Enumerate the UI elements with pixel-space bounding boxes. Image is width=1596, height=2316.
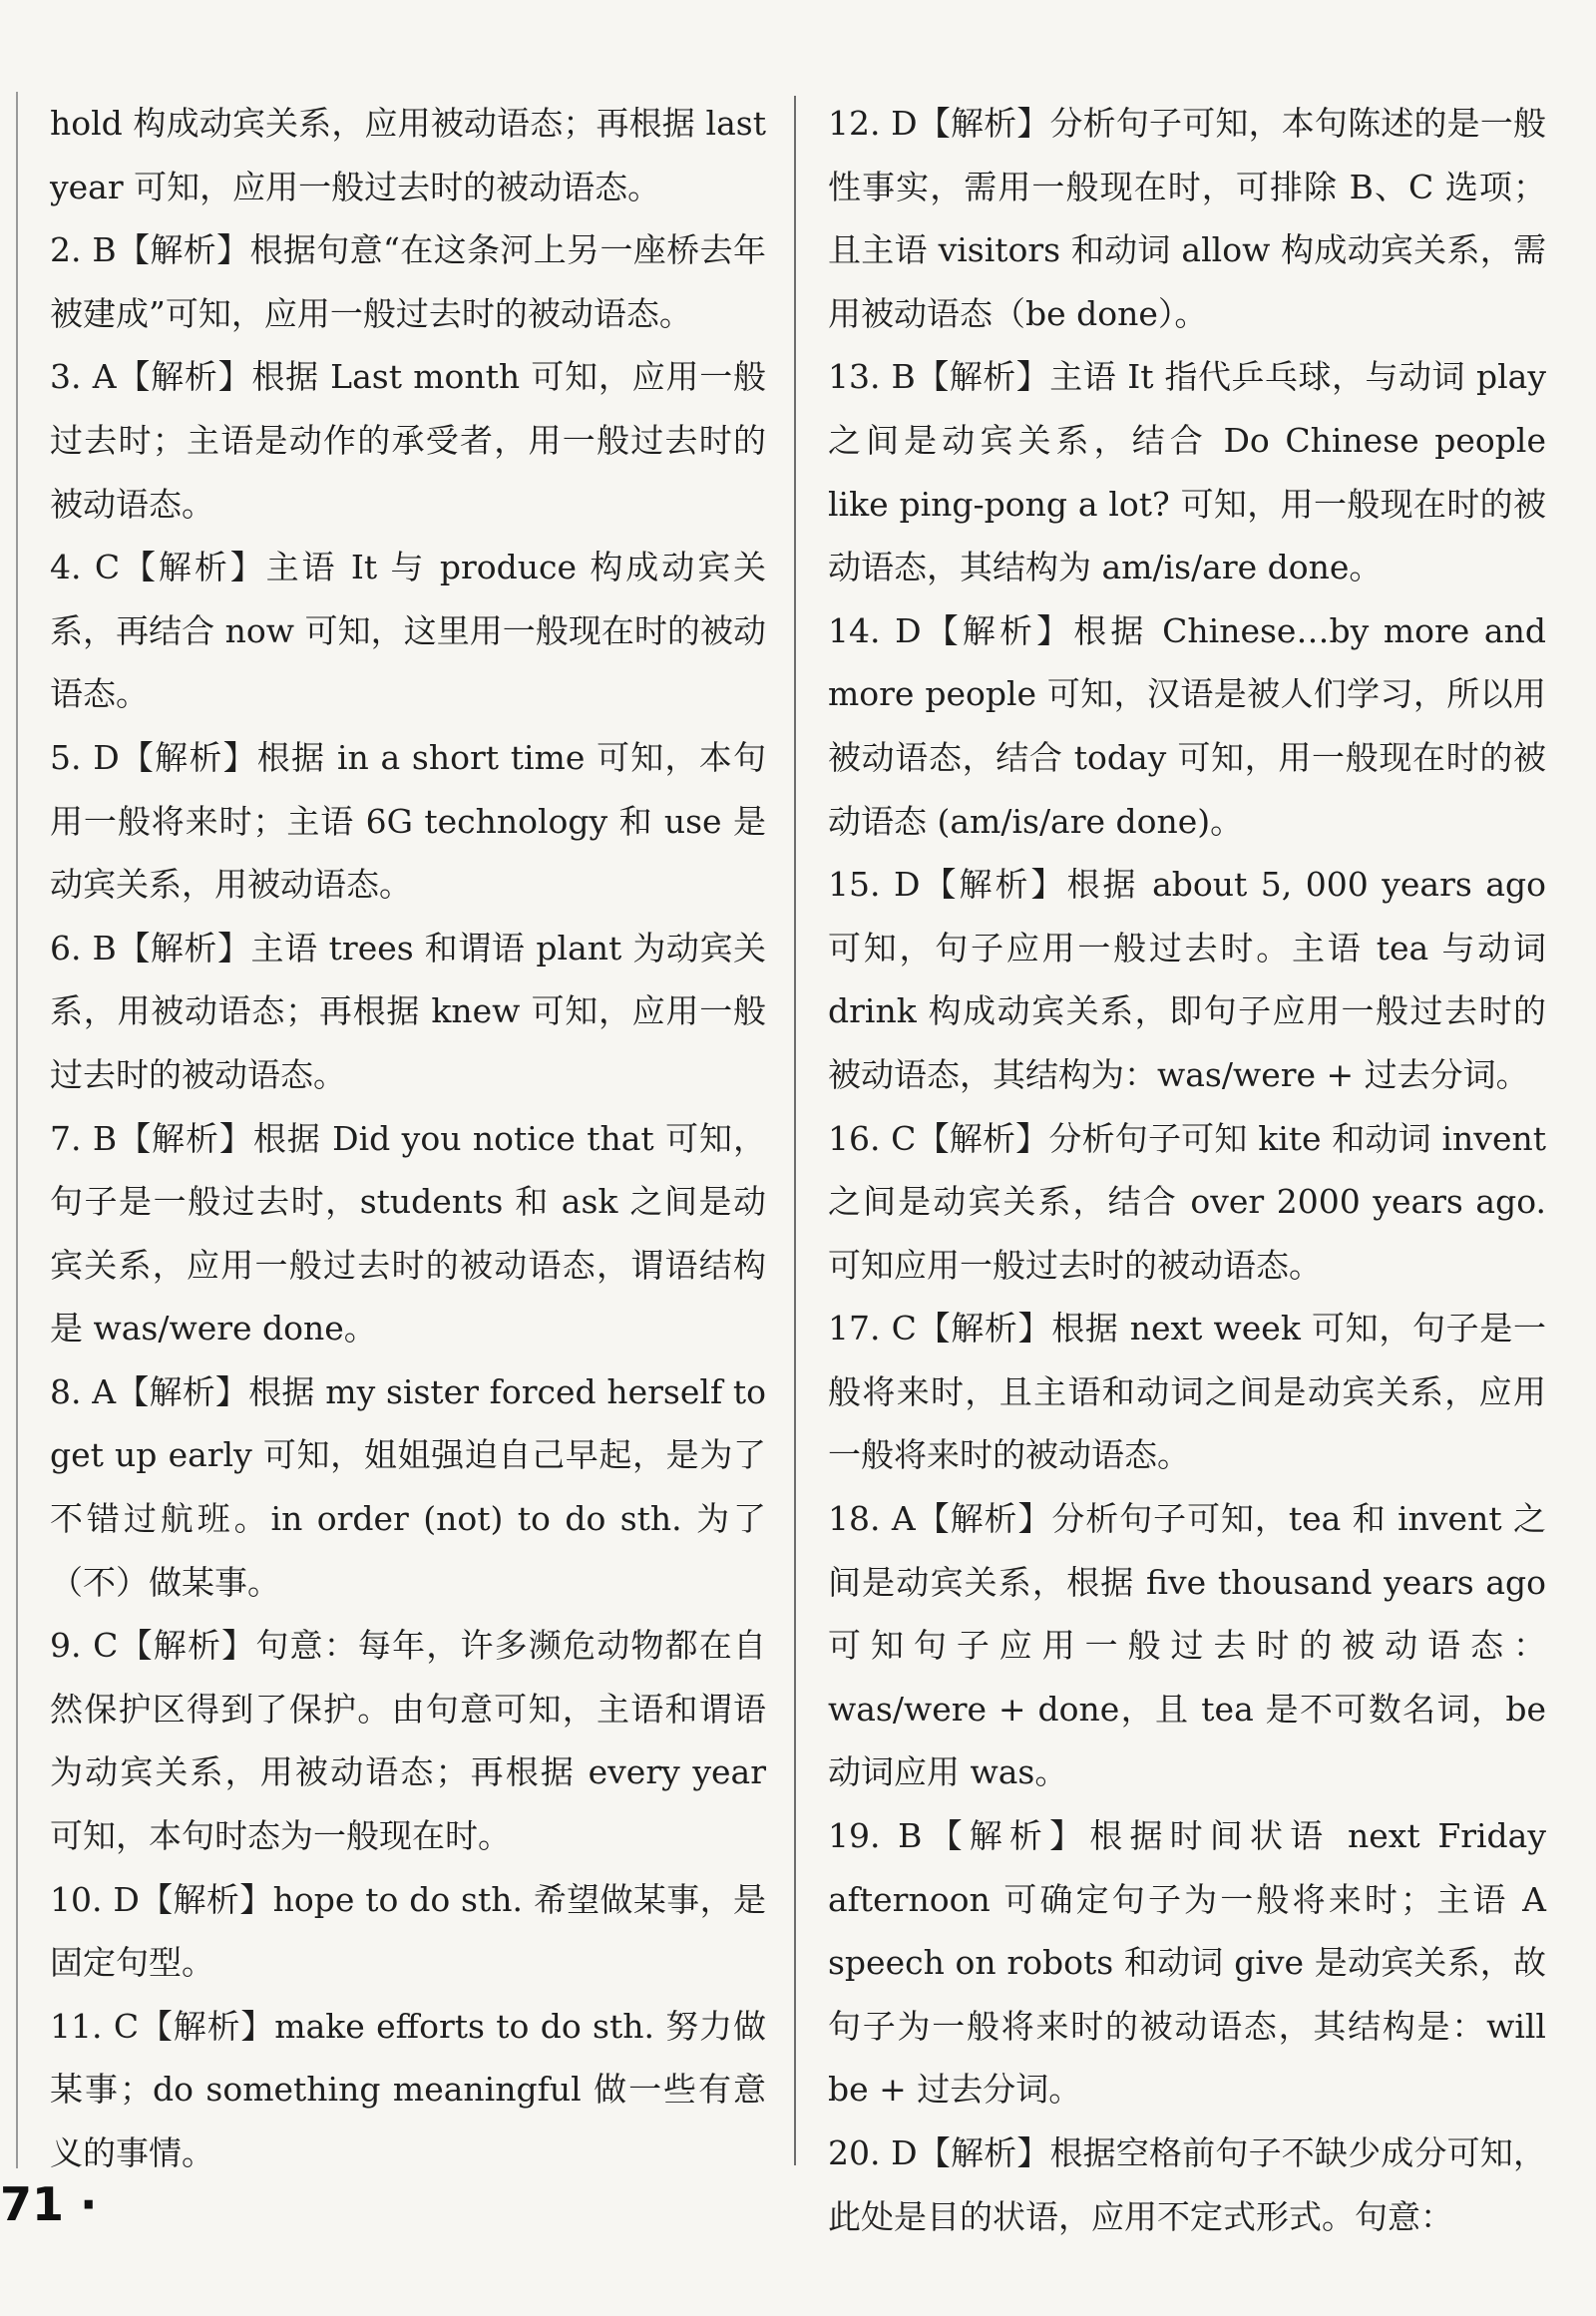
answer-paragraph: 19. B【解析】根据时间状语 next Friday afternoon 可确定句子为一般将来时；主语 A speech on robots 和动词 give 是动宾关系，故句子为一般将来时的被动语态，其结构是：will be + 过去分词。 [828, 1816, 1546, 2110]
answer-paragraph: 14. D【解析】根据 Chinese…by more and more people 可知，汉语是被人们学习，所以用被动语态，结合 today 可知，用一般现在时的被动语态 (am/is/are done)。 [828, 610, 1546, 841]
answer-paragraph: 7. B【解析】根据 Did you notice that 可知，句子是一般过去时，students 和 ask 之间是动宾关系，应用一般过去时的被动语态，谓语结构是 was/were done。 [50, 1118, 766, 1349]
answer-paragraph: 12. D【解析】分析句子可知，本句陈述的是一般性事实，需用一般现在时，可排除 B、C 选项；且主语 visitors 和动词 allow 构成动宾关系，需用被动语态（be done）。 [828, 104, 1546, 333]
right-column [828, 92, 1546, 2248]
answer-paragraph: 9. C【解析】句意：每年，许多濒危动物都在自然保护区得到了保护。由句意可知，主语和谓语为动宾关系，用被动语态；再根据 every year 可知，本句时态为一般现在时。 [50, 1626, 766, 1856]
column-divider [794, 96, 796, 2165]
answer-paragraph: 17. C【解析】根据 next week 可知，句子是一般将来时，且主语和动词之间是动宾关系，应用一般将来时的被动语态。 [828, 1309, 1546, 1475]
left-margin-rule [16, 92, 18, 2168]
answer-paragraph: 16. C【解析】分析句子可知 kite 和动词 invent 之间是动宾关系，结合 over 2000 years ago. 可知应用一般过去时的被动语态。 [828, 1118, 1546, 1285]
answer-paragraph: 4. C【解析】主语 It 与 produce 构成动宾关系，再结合 now 可知，这里用一般现在时的被动语态。 [50, 548, 766, 714]
left-column [50, 92, 766, 2185]
page-number: 71 · [0, 2177, 98, 2231]
answer-paragraph: 5. D【解析】根据 in a short time 可知，本句用一般将来时；主语 6G technology 和 use 是动宾关系，用被动语态。 [50, 737, 766, 905]
answer-paragraph: 11. C【解析】make efforts to do sth. 努力做某事；do something meaningful 做一些有意义的事情。 [50, 2006, 766, 2172]
answer-paragraph: 15. D【解析】根据 about 5, 000 years ago 可知，句子应用一般过去时。主语 tea 与动词 drink 构成动宾关系，即句子应用一般过去时的被动语态，其结构为：was/were + 过去分词。 [828, 865, 1546, 1094]
answer-paragraph: 20. D【解析】根据空格前句子不缺少成分可知，此处是目的状语，应用不定式形式。句意： [828, 2133, 1546, 2236]
answer-paragraph: hold 构成动宾关系，应用被动语态；再根据 last year 可知，应用一般过去时的被动语态。 [50, 104, 766, 206]
answer-paragraph: 2. B【解析】根据句意“在这条河上另一座桥去年被建成”可知，应用一般过去时的被动语态。 [50, 230, 766, 333]
answer-paragraph: 6. B【解析】主语 trees 和谓语 plant 为动宾关系，用被动语态；再根据 knew 可知，应用一般过去时的被动语态。 [50, 928, 766, 1094]
answer-paragraph: 13. B【解析】主语 It 指代乒乓球，与动词 play 之间是动宾关系，结合 Do Chinese people like ping-pong a lot? 可知，用一般现在时的被动语态，其结构为 am/is/are done。 [828, 357, 1546, 587]
answer-paragraph: 10. D【解析】hope to do sth. 希望做某事，是固定句型。 [50, 1879, 766, 1983]
answer-paragraph: 3. A【解析】根据 Last month 可知，应用一般过去时；主语是动作的承受者，用一般过去时的被动语态。 [50, 357, 766, 524]
answer-paragraph: 8. A【解析】根据 my sister forced herself to get up early 可知，姐姐强迫自己早起，是为了不错过航班。in order (not) to do sth. 为了（不）做某事。 [50, 1371, 766, 1602]
answer-paragraph: 18. A【解析】分析句子可知，tea 和 invent 之间是动宾关系，根据 five thousand years ago 可知句子应用一般过去时的被动语态：was/were + done，且 tea 是不可数名词，be 动词应用 was。 [828, 1499, 1546, 1792]
